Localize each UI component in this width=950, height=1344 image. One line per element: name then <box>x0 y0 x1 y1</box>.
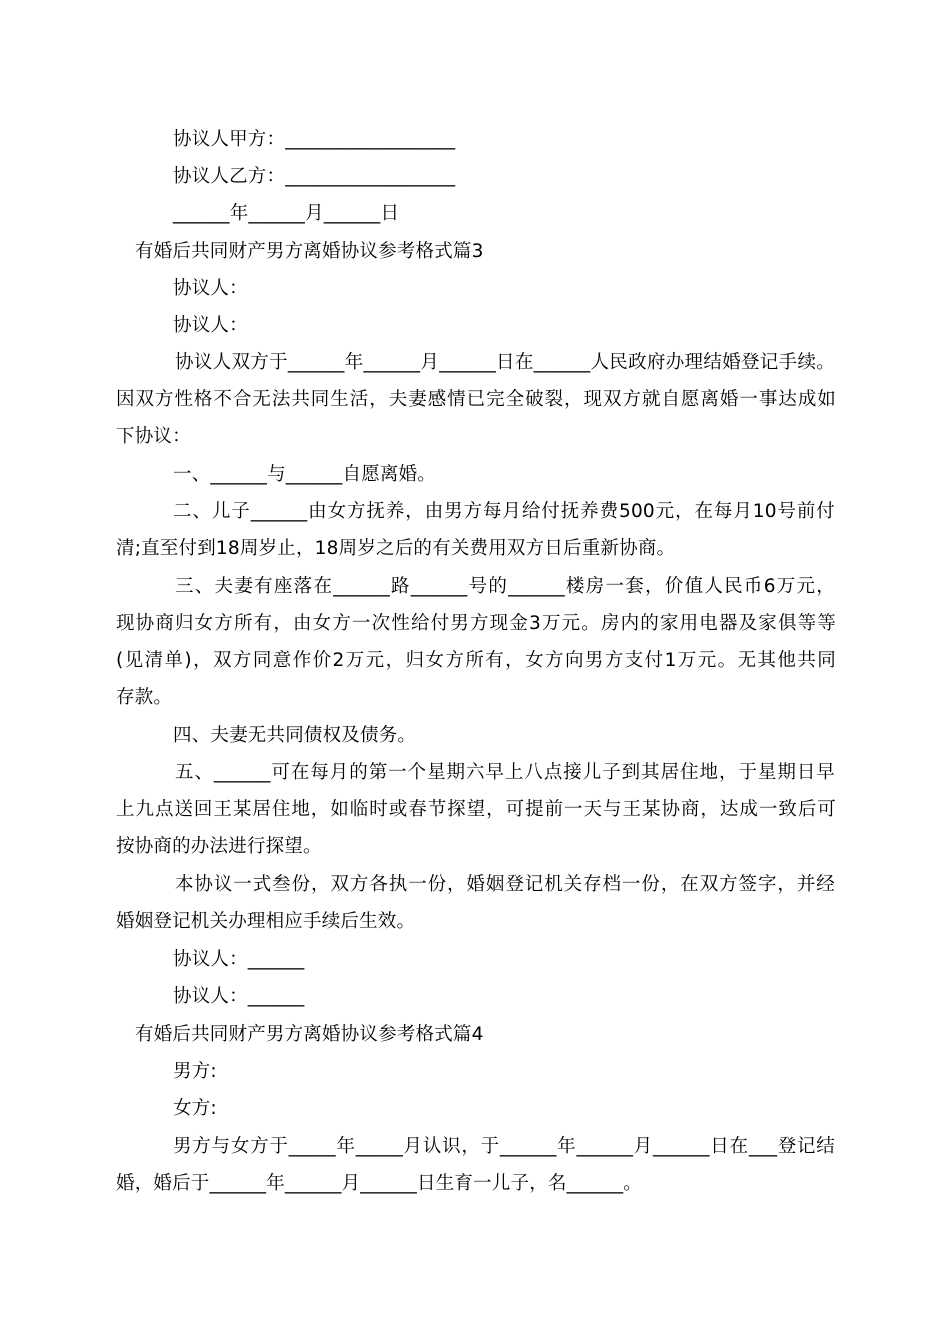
husband-line: 男方: <box>173 1061 217 1082</box>
clause-3-continued: 存款。 <box>116 687 173 708</box>
closing-paragraph-continued: 婚姻登记机关办理相应手续后生效。 <box>116 911 416 932</box>
paragraph-line: 婚，婚后于______年______月______日生育一儿子，名______。 <box>116 1173 643 1194</box>
paragraph-line: 下协议： <box>116 426 191 447</box>
clause-2-continued: 清;直至付到18周岁止，18周岁之后的有关费用双方日后重新协商。 <box>116 538 676 559</box>
signature-line: 协议人：______ <box>173 986 305 1007</box>
paragraph-line: 协议人双方于______年______月______日在______人民政府办理结婚登记手续。 <box>175 352 835 373</box>
clause-2: 二、儿子______由女方抚养，由男方每月给付抚养费500元，在每月10号前付 <box>173 501 835 522</box>
clause-3-continued: 现协商归女方所有，由女方一次性给付男方现金3万元。房内的家用电器及家俱等等 <box>116 613 836 634</box>
clause-5-continued: 按协商的办法进行探望。 <box>116 836 322 857</box>
party-b-signature-line: 协议人乙方：__________________ <box>173 166 456 187</box>
party-line: 协议人： <box>173 278 248 299</box>
clause-3: 三、夫妻有座落在______路______号的______楼房一套，价值人民币6万元， <box>175 576 835 597</box>
signature-line: 协议人：______ <box>173 949 305 970</box>
wife-line: 女方: <box>173 1098 217 1119</box>
clause-5: 五、______可在每月的第一个星期六早上八点接儿子到其居住地，于星期日早 <box>175 762 835 783</box>
closing-paragraph: 本协议一式叁份，双方各执一份，婚姻登记机关存档一份，在双方签字，并经 <box>175 874 835 895</box>
party-a-signature-line: 协议人甲方：__________________ <box>173 129 456 150</box>
clause-3-continued: (见清单)，双方同意作价2万元，归女方所有，女方向男方支付1万元。无其他共同 <box>116 650 836 671</box>
paragraph-line: 因双方性格不合无法共同生活，夫妻感情已完全破裂，现双方就自愿离婚一事达成如 <box>116 389 836 410</box>
date-line: ______年______月______日 <box>173 203 400 224</box>
clause-4: 四、夫妻无共同债权及债务。 <box>173 725 417 746</box>
clause-1: 一、______与______自愿离婚。 <box>173 464 437 485</box>
section-heading-4: 有婚后共同财产男方离婚协议参考格式篇4 <box>135 1024 484 1045</box>
clause-5-continued: 上九点送回王某居住地，如临时或春节探望，可提前一天与王某协商，达成一致后可 <box>116 799 836 820</box>
party-line: 协议人： <box>173 315 248 336</box>
paragraph-line: 男方与女方于_____年_____月认识，于______年______月______日在___登记结 <box>173 1136 835 1157</box>
section-heading-3: 有婚后共同财产男方离婚协议参考格式篇3 <box>135 241 484 262</box>
